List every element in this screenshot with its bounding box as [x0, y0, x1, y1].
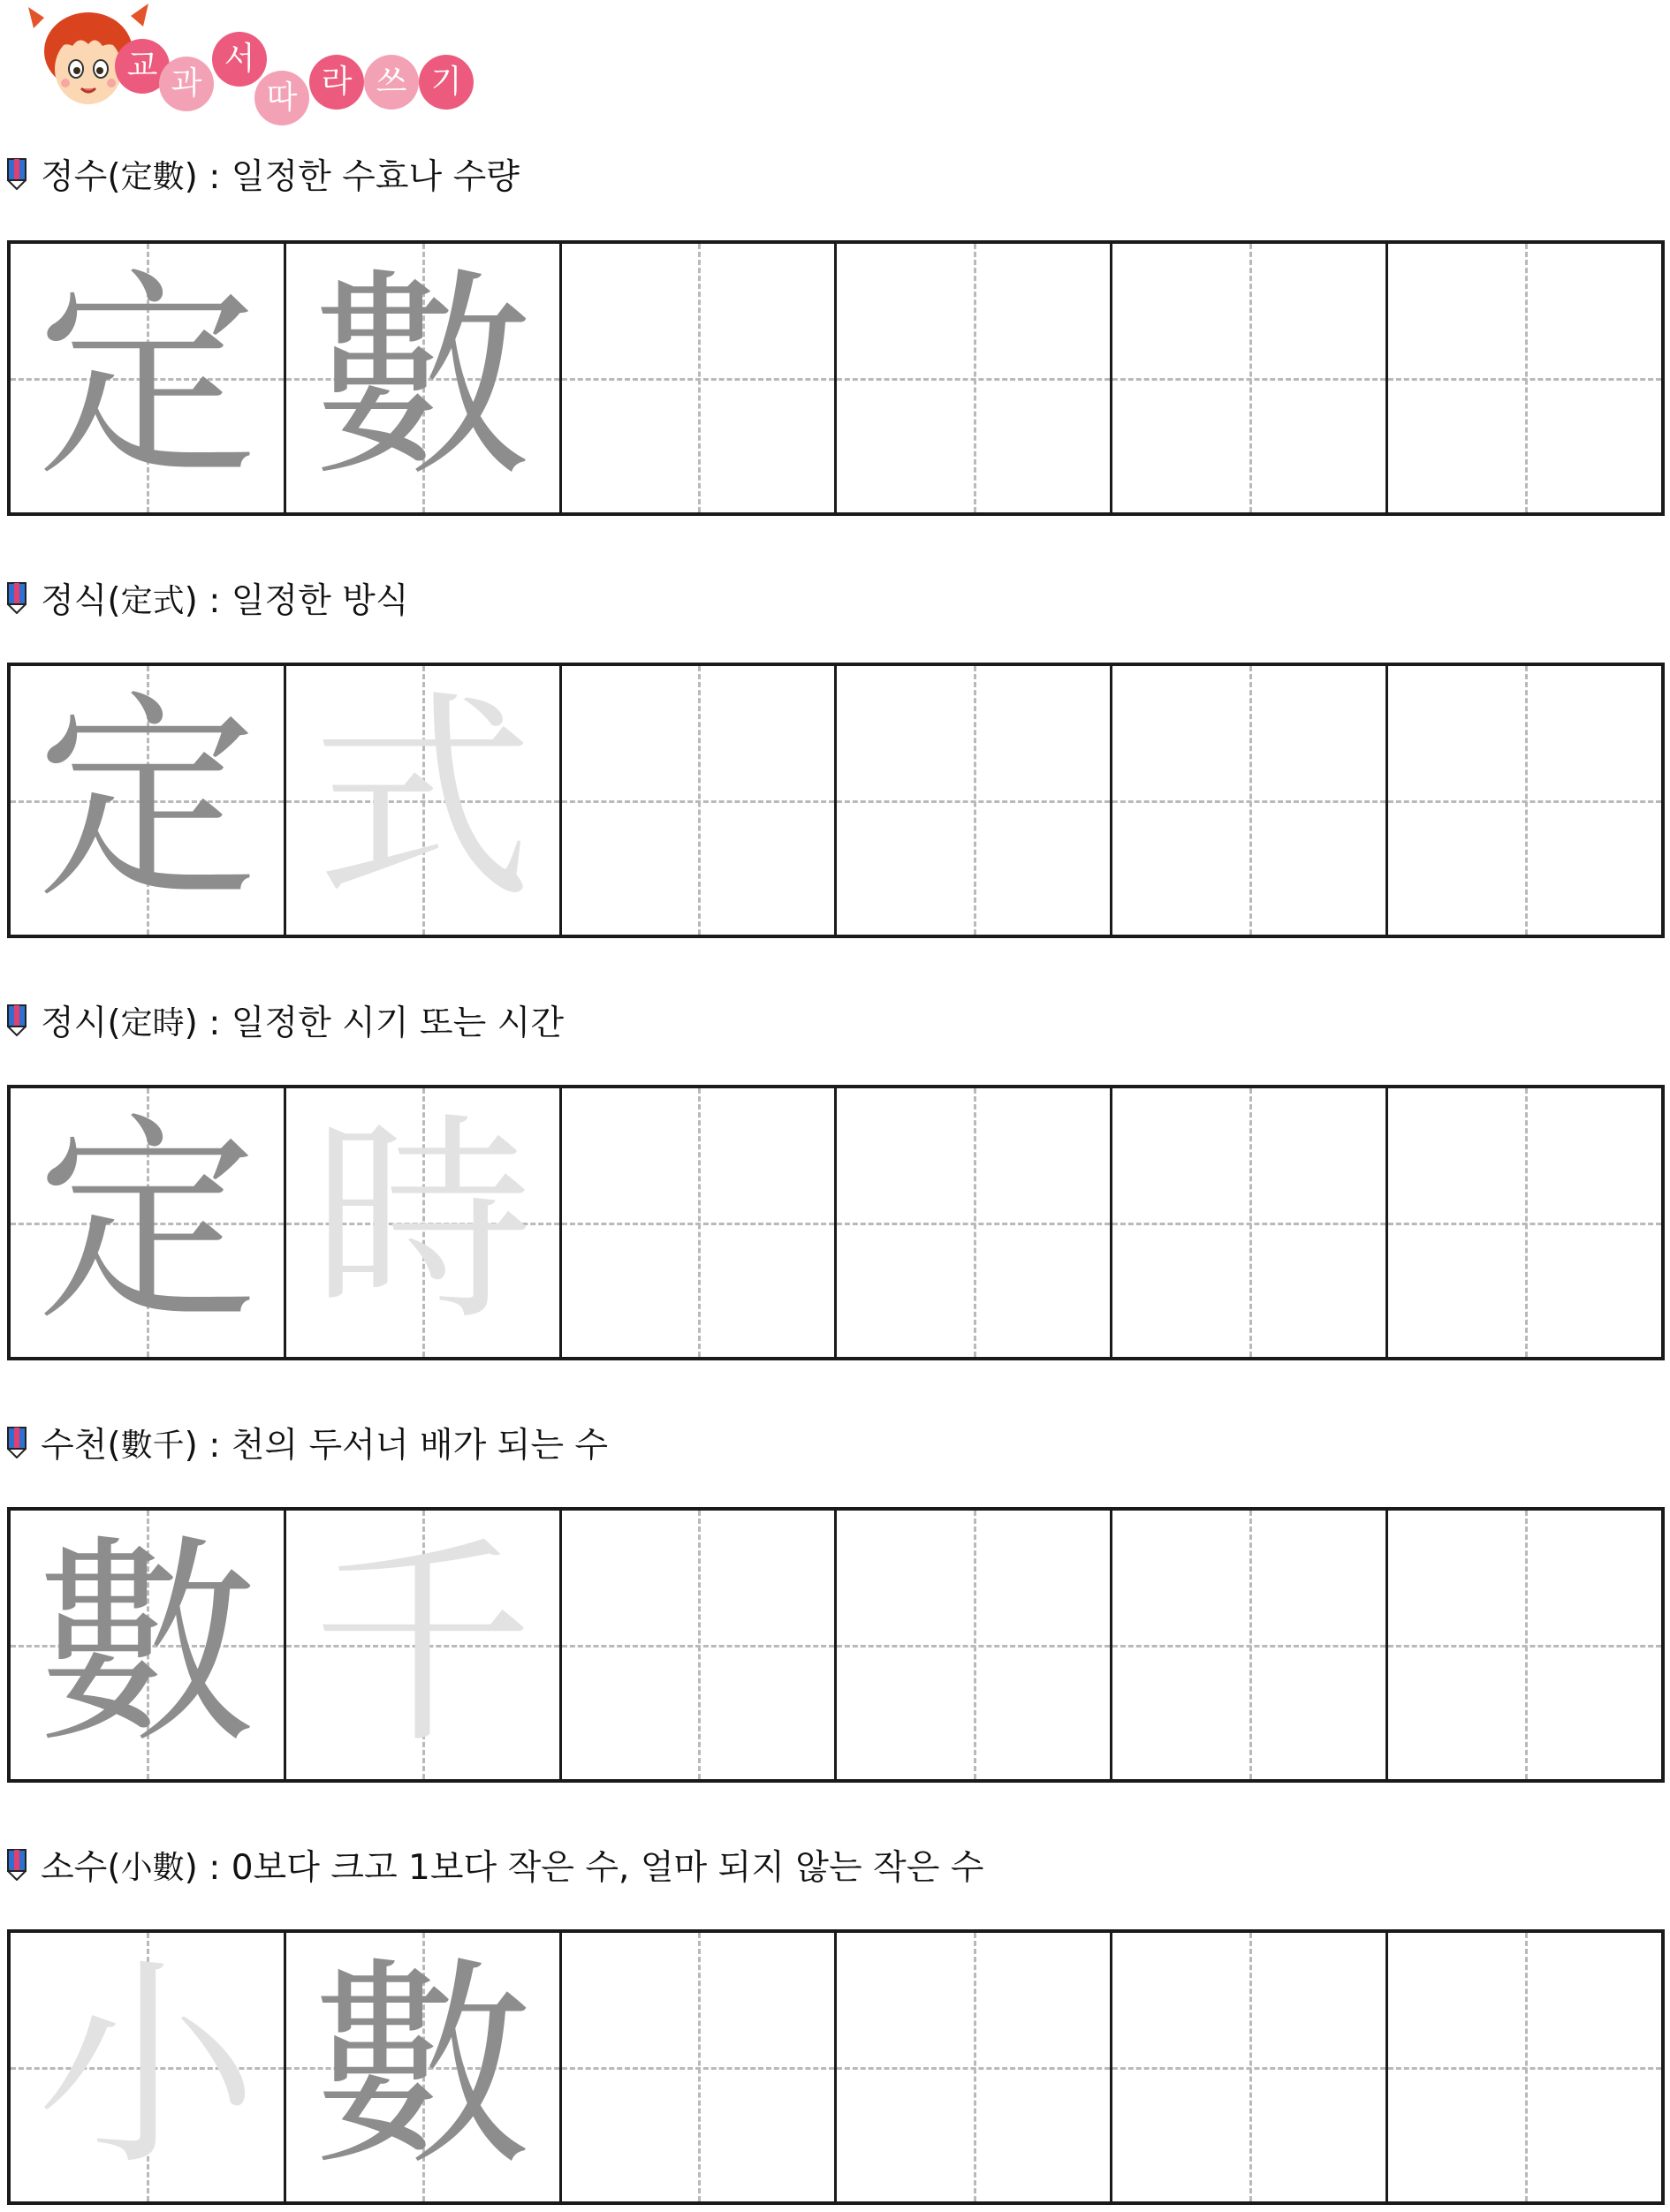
trace-cell [11, 244, 286, 512]
word-heading [7, 576, 409, 620]
practice-cell[interactable] [1112, 244, 1388, 512]
word-reading: 정시( [41, 1004, 121, 1043]
practice-cell[interactable] [562, 1933, 838, 2201]
logo-bubble: 서 [212, 32, 267, 87]
practice-cell[interactable] [1112, 666, 1388, 935]
pencil-icon [7, 1004, 27, 1036]
practice-cell[interactable] [837, 666, 1112, 935]
writing-grid [7, 240, 1665, 516]
trace-cell [286, 1511, 562, 1779]
word-heading [7, 1843, 983, 1887]
trace-cell [11, 666, 286, 935]
trace-character: 數 [312, 249, 534, 506]
word-heading [7, 152, 520, 196]
trace-character: 數 [36, 1516, 258, 1773]
word-meaning: ) : 일정한 시기 또는 시간 [184, 1004, 564, 1043]
practice-cell[interactable] [837, 1933, 1112, 2201]
word-hanja: 定式 [120, 582, 185, 619]
pencil-icon [7, 158, 27, 190]
practice-cell[interactable] [1388, 1933, 1661, 2201]
practice-cell[interactable] [1388, 1511, 1661, 1779]
word-hanja: 小數 [120, 1849, 185, 1886]
pencil-icon [7, 582, 27, 614]
trace-character: 數 [312, 1938, 534, 2195]
trace-cell [11, 1511, 286, 1779]
word-meaning: ) : 0보다 크고 1보다 작은 수, 얼마 되지 않는 작은 수 [184, 1848, 984, 1888]
word-heading [7, 1420, 608, 1465]
trace-cell [11, 1088, 286, 1357]
practice-cell[interactable] [562, 244, 838, 512]
logo-bubble: 따 [254, 71, 309, 125]
trace-cell [286, 666, 562, 935]
practice-cell[interactable] [562, 1088, 838, 1357]
practice-cell[interactable] [562, 1511, 838, 1779]
word-hanja: 數千 [120, 1427, 185, 1464]
word-reading: 수천( [41, 1426, 121, 1466]
word-heading [7, 998, 564, 1042]
worksheet-logo [27, 0, 486, 124]
word-meaning: ) : 일정한 수효나 수량 [184, 157, 520, 197]
writing-grid [7, 1507, 1665, 1783]
pencil-icon [7, 1427, 27, 1458]
word-reading: 정수( [41, 157, 121, 197]
practice-cell[interactable] [1112, 1511, 1388, 1779]
writing-grid [7, 1085, 1665, 1360]
word-hanja: 定數 [120, 158, 185, 195]
trace-cell [11, 1933, 286, 2201]
trace-character: 小 [36, 1938, 258, 2195]
writing-grid [7, 1929, 1665, 2205]
logo-bubble: 교 [115, 39, 170, 94]
word-meaning: ) : 일정한 방식 [184, 581, 409, 621]
trace-character: 時 [312, 1094, 534, 1351]
practice-cell[interactable] [1388, 244, 1661, 512]
practice-cell[interactable] [1112, 1933, 1388, 2201]
logo-bubble: 라 [309, 55, 364, 110]
trace-cell [286, 1088, 562, 1357]
practice-cell[interactable] [837, 1511, 1112, 1779]
trace-character: 式 [312, 671, 534, 928]
word-meaning: ) : 천의 두서너 배가 되는 수 [184, 1426, 609, 1466]
trace-character: 定 [36, 671, 258, 928]
practice-cell[interactable] [837, 244, 1112, 512]
trace-character: 千 [312, 1516, 534, 1773]
practice-cell[interactable] [562, 666, 838, 935]
practice-cell[interactable] [1112, 1088, 1388, 1357]
logo-bubble: 과 [159, 57, 214, 111]
trace-character: 定 [36, 1094, 258, 1351]
trace-character: 定 [36, 249, 258, 506]
writing-grid [7, 663, 1665, 938]
word-reading: 정식( [41, 581, 121, 621]
word-hanja: 定時 [120, 1004, 185, 1042]
practice-cell[interactable] [837, 1088, 1112, 1357]
logo-bubble: 기 [419, 55, 474, 110]
trace-cell [286, 1933, 562, 2201]
word-reading: 소수( [41, 1848, 121, 1888]
pencil-icon [7, 1849, 27, 1881]
practice-cell[interactable] [1388, 666, 1661, 935]
trace-cell [286, 244, 562, 512]
logo-bubble: 쓰 [364, 55, 419, 110]
practice-cell[interactable] [1388, 1088, 1661, 1357]
